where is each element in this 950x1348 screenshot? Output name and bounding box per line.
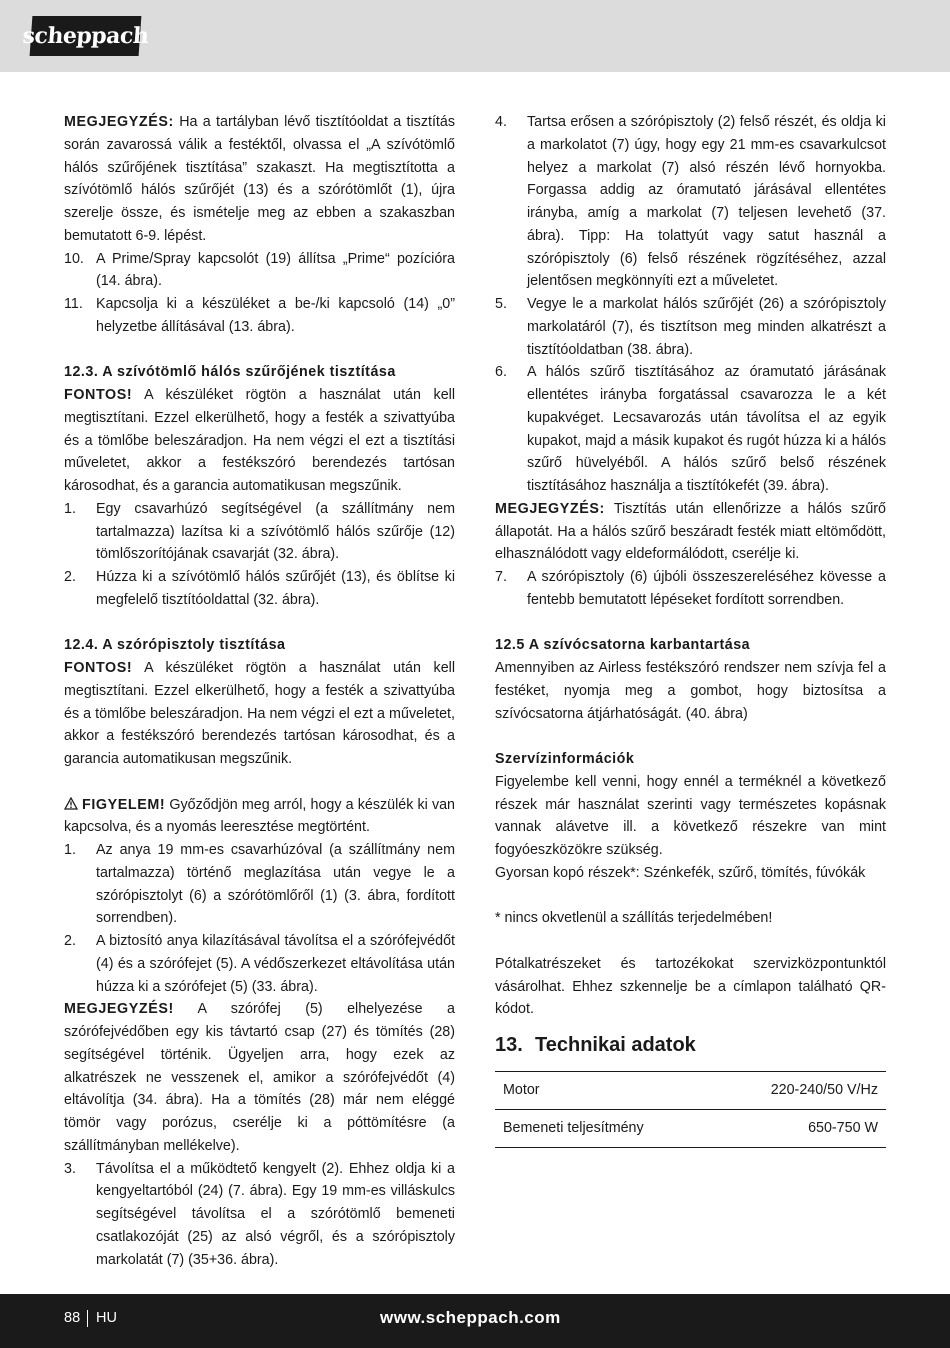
website-link[interactable]: www.scheppach.com [380,1308,561,1327]
scheppach-logo: scheppach [30,16,142,56]
list-number: 11. [64,296,83,312]
list-text: A hálós szűrő tisztításához az óramutató járásának ellentétes irányba forgatással csavarozza le a két kupakvéget. Lecsavarozás után távolítsa el az egyik kupakot, majd a másik kupakot és rugót húzza ki a hálós szűrő hüvelyéből. A hálós szűrő belső részének tisztításához használja a tisztítókefét (39. ábra). [527,364,886,494]
list-text: Húzza ki a szívótömlő hálós szűrőjét (13), és öblítse ki megfelelő tisztítóoldattal (32. ábra). [96,569,455,608]
language-code: HU [96,1310,117,1326]
page-footer [0,1294,950,1348]
table-row [495,1072,886,1110]
divider [87,1310,88,1327]
spec-value: 220-240/50 V/Hz [770,1082,878,1098]
important-text: A készüléket rögtön a használat után kell megtisztítani. Ezzel elkerülhető, hogy a festék a szivattyúba és a tömlőbe beleszáradjon. Ha nem végzi el ezt a tisztítási műveletet, akkor a festékszóró berendezés tartósan károsodhat, és a garancia automatikusan megszűnik. [64,387,455,494]
service-heading: Szervízinformációk [495,751,635,767]
section-title: Technikai adatok [535,1034,696,1056]
section-heading-12-5: 12.5 A szívócsatorna karbantartása [495,637,751,654]
warning-text: Győződjön meg arról, hogy a készülék ki van kapcsolva, és a nyomás leeresztése megtörtént. [64,796,455,836]
important-text: A készüléket rögtön a használat után kell megtisztítani. Ezzel elkerülhető, hogy a festék a szivattyúba és a tömlőbe beleszáradjon. Ha nem végzi el ezt a műveletet, akkor a festékszóró berendezés tartósan károsodhat, és a garancia automatikusan megszűnik. [64,660,455,767]
list-number: 10. [64,250,84,267]
spacer [495,725,886,748]
note-label: MEGJEGYZÉS! [64,1001,174,1018]
list-text: Egy csavarhúzó segítségével (a szállítmány nem tartalmazza) lazítsa ki a szívótömlő hálós szűrője (12) tömlőszorítójának csavarját (32. ábra). [96,500,455,563]
warning-triangle-icon [64,797,78,810]
list-text: Vegye le a markolat hálós szűrőjét (26) a szórópisztoly markolatáról (7), és tisztítson meg minden alkatrészt a tisztítóoldatban (38. ábra). [527,296,886,358]
note-label: MEGJEGYZÉS: [495,500,605,517]
spec-label: Bemeneti teljesítmény [503,1119,644,1136]
spacer [64,612,455,635]
list-number: 3. [64,1160,76,1177]
note-label: MEGJEGYZÉS: [64,114,174,130]
note-paragraph [64,111,455,248]
body-paragraph: Amennyiben az Airless festékszóró rendszer nem szívja fel a festéket, nyomja meg a gombot, hogy biztosítsa a szívócsatorna átjárhatóságát. (40. ábra) [495,660,886,722]
spec-table [495,1071,886,1148]
list-text: A biztosító anya kilazításával távolítsa el a szórófejvédőt (4) és a szórófejet (5). A védőszerkezet eltávolítása után húzza ki a szórófejet (5) (33. ábra). [96,933,455,995]
list-item [64,293,455,339]
body-paragraph: Figyelembe kell venni, hogy ennél a terméknél a következő részek már használat szerinti vagy természetes kopásnak vannak alávetve ill. a következő részekre van mint fogyóeszközökre szükség. [495,773,886,858]
list-number: 2. [64,933,76,949]
spacer [495,885,886,908]
note-text: Ha a tartályban lévő tisztítóoldat a tisztítás során zavarossá válik a festéktől, olvassa el „A szívótömlő hálós szűrőjének tisztítása” szakaszt. Ha megtisztította a szívótömlő hálós szűrőjét (13) és a szórótömlőt (1), újra szerelje össze, és ismételje meg az ebben a szakaszban bemutatott 6-9. lépést. [64,114,455,244]
list-item [64,1158,455,1272]
list-item [495,111,886,293]
spacer [64,771,455,794]
list-text: Kapcsolja ki a készüléket a be-/ki kapcsoló (14) „0” helyzetbe állításával (13. ábra). [96,296,455,335]
list-text: Tartsa erősen a szórópisztoly (2) felső részét, és oldja ki a markolatot (7) úgy, hogy egy 21 mm-es csavarkulcsot helyez a markolat (7) alsó részén lévő hornyokba. Forgassa addig az óramutató járásával ellentétes irányba, amíg a markolat (7) teljesen levehető (37. ábra). Tipp: Ha tolattyút vagy satut használ a szórópisztoly (6) felső részének rögzítéséhez, azzal jelentősen megkönnyíti ezt a műveletet. [527,114,886,290]
list-number: 5. [495,296,507,312]
footnote: * nincs okvetlenül a szállítás terjedelmében! [495,910,773,927]
list-text: Az anya 19 mm-es csavarhúzóval (a szállítmány nem tartalmazza) történő meglazítása után vegye le a szórópisztolyt (6) a szórótömlőről (1) (3. ábra, fordított sorrendben). [96,842,455,927]
body-paragraph: Pótalkatrészeket és tartozékokat szervizközpontunktól vásárolhat. Ehhez szkennelje be a címlapon található QR-kódot. [495,955,886,1018]
list-item [64,566,455,612]
list-number: 4. [495,114,507,130]
section-heading-12-4: 12.4. A szórópisztoly tisztítása [64,637,286,654]
list-item [495,293,886,361]
list-text: A Prime/Spray kapcsolót (19) állítsa „Prime“ pozícióra (14. ábra). [96,250,455,290]
warning-paragraph [64,794,455,840]
list-number: 7. [495,569,507,585]
list-number: 6. [495,364,507,381]
left-column [64,111,455,1271]
section-heading-13 [495,1031,886,1059]
section-number: 13. [495,1034,523,1056]
important-paragraph [64,384,455,498]
list-number: 1. [64,842,76,858]
body-paragraph: Gyorsan kopó részek*: Szénkefék, szűrő, tömítés, fúvókák [495,864,866,881]
list-number: 2. [64,569,76,585]
important-label: FONTOS! [64,660,133,676]
spacer [64,339,455,362]
list-item [495,361,886,498]
important-label: FONTOS! [64,387,133,403]
list-number: 1. [64,500,76,517]
section-heading-12-3: 12.3. A szívótömlő hálós szűrőjének tisztítása [64,364,396,381]
right-column [495,111,886,1148]
spec-label: Motor [503,1082,540,1098]
important-paragraph [64,657,455,771]
list-item [64,930,455,998]
table-row [495,1109,886,1147]
warning-label: FIGYELEM! [82,796,166,813]
note-text: Tisztítás után ellenőrizze a hálós szűrő állapotát. Ha a hálós szűrő beszáradt festék miatt eltömődött, elhasználódott vagy eldeformálódott, cserélje ki. [495,500,886,563]
note-paragraph [495,498,886,566]
page-number: 88 [64,1310,81,1326]
page-header [0,0,950,72]
spec-value: 650-750 W [808,1119,878,1136]
note-paragraph [64,998,455,1157]
note-text: A szórófej (5) elhelyezése a szórófejvédőben egy kis távtartó csap (27) és tömítés (28) segítségével történik. Ügyeljen arra, hogy ezek az alkatrészek ne vesszenek el, amikor a szórófejvédőt (4) eltávolítja (34. ábra). Ha a tömítés (28) már nem eléggé tömör vagy porózus, cserélje ki a póttömítésre (a szállítmányban mellékelve). [64,1001,455,1154]
list-text: A szórópisztoly (6) újbóli összeszereléséhez kövesse a fentebb bemutatott lépéseket fordított sorrendben. [527,569,886,608]
list-item [64,248,455,294]
list-item [64,839,455,930]
list-text: Távolítsa el a működtető kengyelt (2). Ehhez oldja ki a kengyeltartóból (24) (7. ábra). Egy 19 mm-es villáskulcs segítségével távolítsa el a szórótömlő bemeneti csatlakozóját (25) az alsó végről, és a szórópisztoly markolatát (7) (35+36. ábra). [96,1160,455,1268]
spacer [495,612,886,635]
spacer [495,930,886,953]
list-item [64,498,455,566]
list-item [495,566,886,612]
